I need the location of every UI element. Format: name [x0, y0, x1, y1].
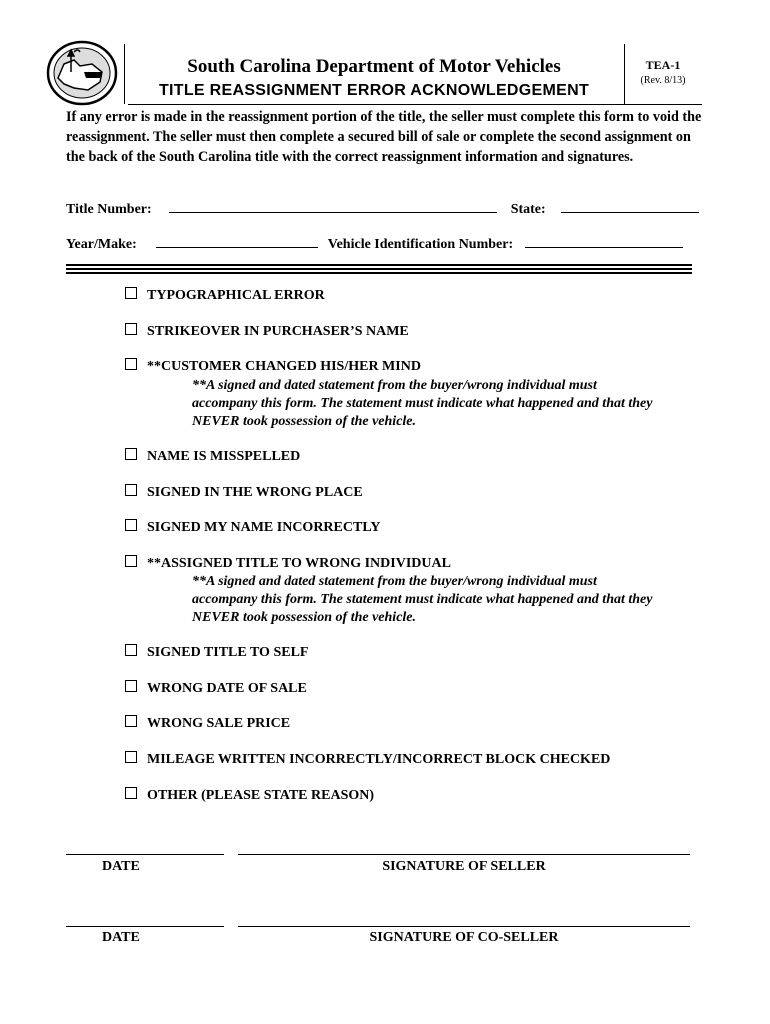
separator-line-1 [66, 264, 692, 266]
note-customer-changed: **A signed and dated statement from the buyer/wrong individual must accompany this form. The statement must indicate what happened and that they NEVER took possession of the vehicle. [192, 378, 653, 429]
date-label-2: DATE [102, 930, 140, 945]
form-title: TITLE REASSIGNMENT ERROR ACKNOWLEDGEMENT [158, 82, 590, 99]
option-strikeover[interactable]: STRIKEOVER IN PURCHASER’S NAME [125, 323, 409, 340]
header-divider-right [624, 44, 625, 104]
checkbox[interactable] [125, 484, 137, 496]
checkbox[interactable] [125, 358, 137, 370]
form-number: TEA-1 [645, 58, 681, 72]
state-field[interactable] [561, 199, 699, 213]
title-number-field[interactable] [169, 199, 497, 213]
separator-line-3 [66, 272, 692, 274]
year-make-label: Year/Make: [66, 237, 137, 252]
option-wrong-price[interactable]: WRONG SALE PRICE [125, 715, 290, 732]
title-number-label: Title Number: [66, 202, 152, 217]
option-customer-changed-mind[interactable]: **CUSTOMER CHANGED HIS/HER MIND [125, 358, 421, 375]
year-make-field[interactable] [156, 234, 318, 248]
header-divider-left [124, 44, 125, 104]
checkbox[interactable] [125, 287, 137, 299]
checkbox[interactable] [125, 787, 137, 799]
form-revision: (Rev. 8/13) [640, 75, 686, 86]
option-typographical-error[interactable]: TYPOGRAPHICAL ERROR [125, 287, 325, 304]
agency-name: South Carolina Department of Motor Vehicles [187, 56, 561, 77]
option-signed-wrong-place[interactable]: SIGNED IN THE WRONG PLACE [125, 484, 363, 501]
title-number-row [66, 199, 706, 219]
checkbox[interactable] [125, 644, 137, 656]
checkbox[interactable] [125, 751, 137, 763]
checkbox[interactable] [125, 519, 137, 531]
vehicle-row [66, 234, 706, 254]
coseller-signature-line[interactable] [238, 926, 690, 927]
seller-signature-label: SIGNATURE OF SELLER [382, 859, 546, 874]
checkbox[interactable] [125, 715, 137, 727]
date-line-2[interactable] [66, 926, 224, 927]
state-label: State: [510, 202, 546, 217]
option-wrong-individual[interactable]: **ASSIGNED TITLE TO WRONG INDIVIDUAL [125, 555, 451, 572]
option-mileage[interactable]: MILEAGE WRITTEN INCORRECTLY/INCORRECT BLOCK CHECKED [125, 751, 610, 768]
date-label-1: DATE [102, 859, 140, 874]
seller-signature-line[interactable] [238, 854, 690, 855]
note-wrong-individual: **A signed and dated statement from the buyer/wrong individual must accompany this form. The statement must indicate what happened and that they NEVER took possession of the vehicle. [192, 574, 653, 625]
checkbox[interactable] [125, 448, 137, 460]
header-underline [128, 104, 702, 105]
checkbox[interactable] [125, 555, 137, 567]
checkbox[interactable] [125, 323, 137, 335]
vin-field[interactable] [525, 234, 683, 248]
intro-paragraph: If any error is made in the reassignment portion of the title, the seller must complete this form to void the reassignment. The seller must then complete a secured bill of sale or complete the second assignment on the back of the South Carolina title with the correct reassignment information and signatures. [66, 109, 702, 165]
option-name-misspelled[interactable]: NAME IS MISSPELLED [125, 448, 300, 465]
date-line-1[interactable] [66, 854, 224, 855]
option-wrong-date[interactable]: WRONG DATE OF SALE [125, 680, 307, 697]
option-signed-to-self[interactable]: SIGNED TITLE TO SELF [125, 644, 308, 661]
option-signed-name-incorrectly[interactable]: SIGNED MY NAME INCORRECTLY [125, 519, 381, 536]
option-other[interactable]: OTHER (PLEASE STATE REASON) [125, 787, 374, 804]
checkbox[interactable] [125, 680, 137, 692]
coseller-signature-label: SIGNATURE OF CO-SELLER [369, 930, 559, 945]
vin-label: Vehicle Identification Number: [327, 237, 514, 252]
separator-line-2 [66, 268, 692, 270]
scdmv-logo [44, 38, 120, 106]
